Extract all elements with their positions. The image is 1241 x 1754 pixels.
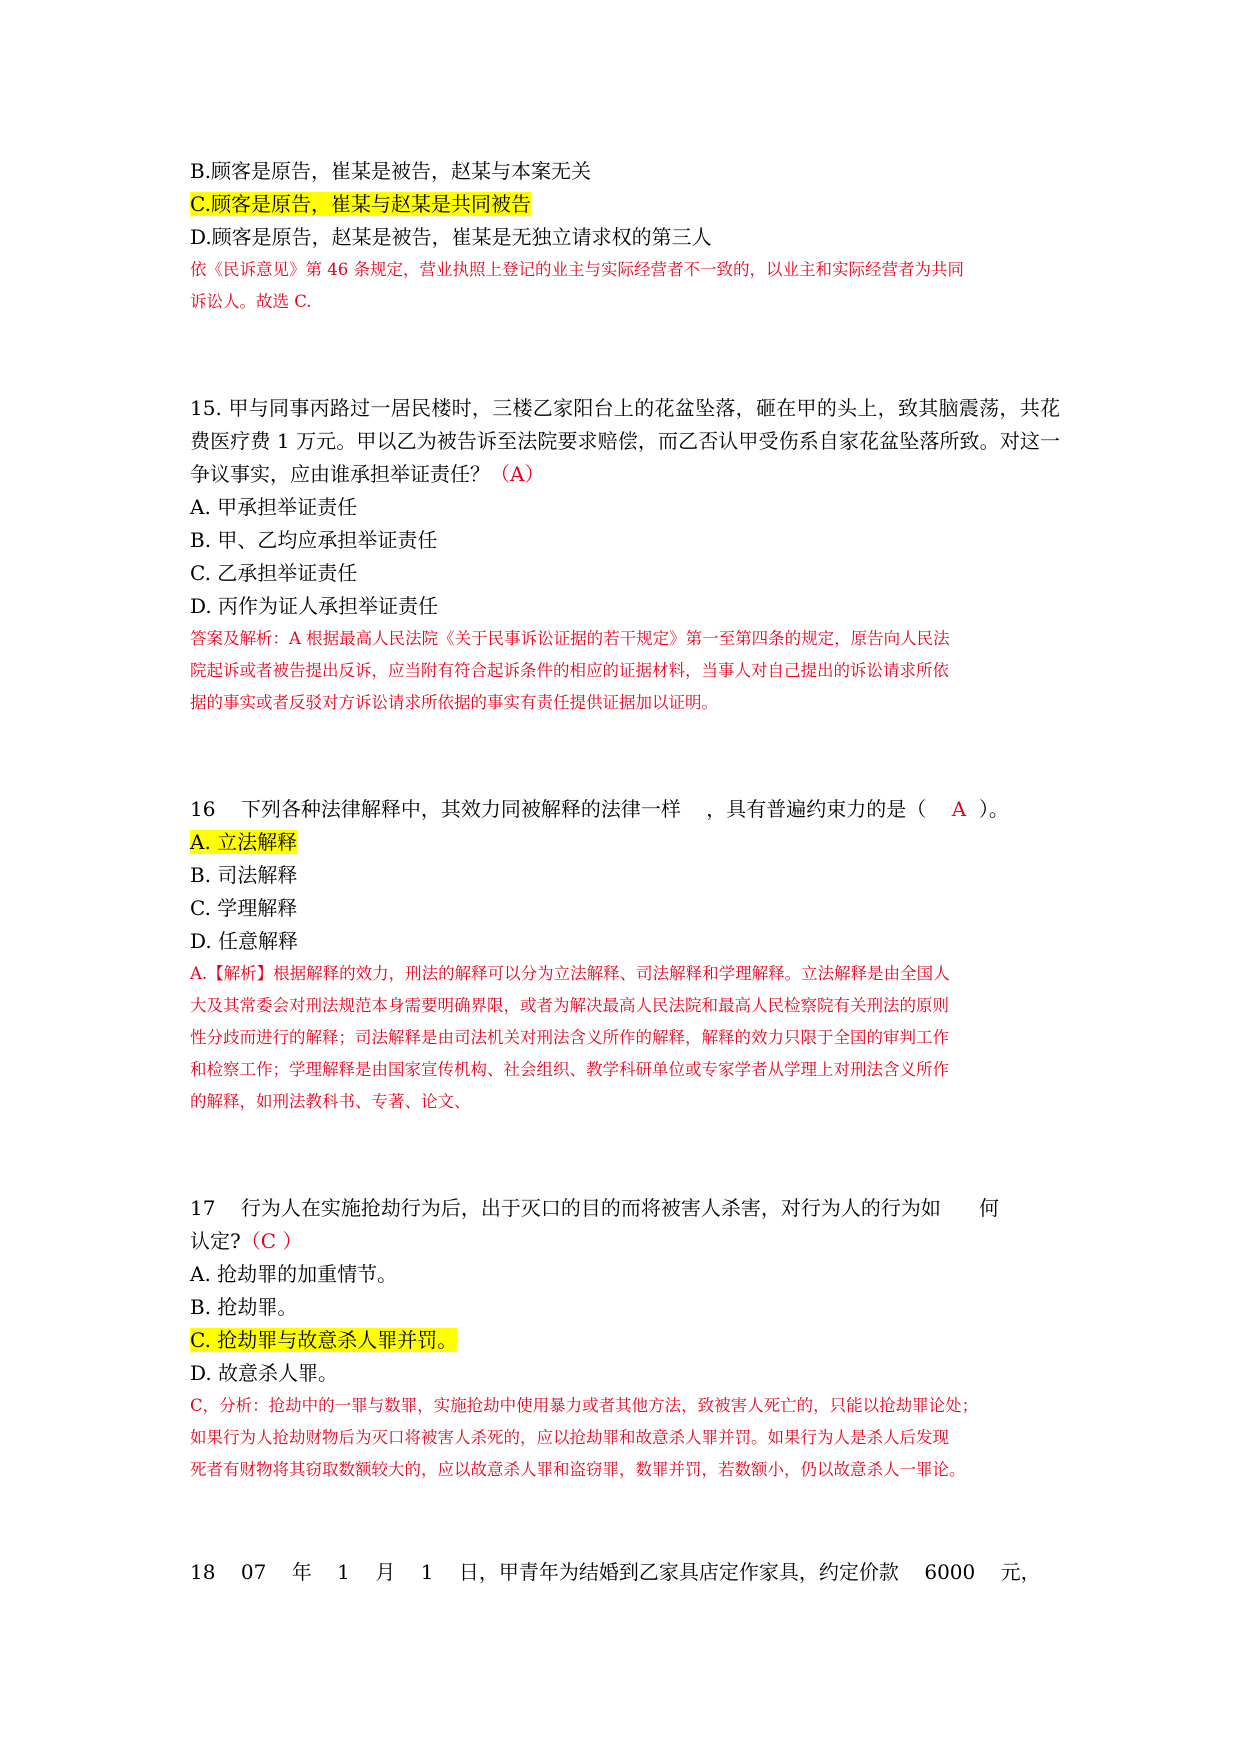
q15-answer-mark: （A） xyxy=(490,462,545,486)
q15-explanation: 答案及解析：A 根据最高人民法院《关于民事诉讼证据的若干规定》第一至第四条的规定，原告向人民法 院起诉或者被告提出反诉，应当附有符合起诉条件的相应的证据材料，当事人对自己提出的诉讼请求所依 据的事实或者反驳对方诉讼请求所依据的事实有责任提供证据加以证明。 xyxy=(190,629,950,712)
q16-explanation: A.【解析】根据解释的效力，刑法的解释可以分为立法解释、司法解释和学理解释。立法解释是由全国人 大及其常委会对刑法规范本身需要明确界限，或者为解决最高人民法院和最高人民检察院有关刑法的原则 性分歧而进行的解释；司法解释是由司法机关对刑法含义所作的解释，解释的效力只限于全国的审判工作 和检察工作；学理解释是由国家宣传机构、社会组织、教学科研单位或专家学者从学理上对刑法含义所作 的解释，如刑法教科书、专著、论文、 xyxy=(190,964,950,1111)
q17-question-line1: 17 行为人在实施抢劫行为后，出于灭口的目的而将被害人杀害，对行为人的行为如 何 xyxy=(190,1196,1000,1220)
q16-option-d: D. 任意解释 xyxy=(190,929,299,953)
question-18-block xyxy=(190,1556,1060,1589)
question-15-block xyxy=(190,392,1060,719)
spacer xyxy=(190,1486,1060,1556)
question-17-block xyxy=(190,1192,1060,1486)
q16-option-a xyxy=(190,826,1060,859)
q17-explanation: C，分析：抢劫中的一罪与数罪，实施抢劫中使用暴力或者其他方法，致被害人死亡的，只能以抢劫罪论处； 如果行为人抢劫财物后为灭口将被害人杀死的，应以抢劫罪和故意杀人罪并罚。如果行为人是杀人后发现 死者有财物将其窃取数额较大的，应以故意杀人罪和盗窃罪，数罪并罚，若数额小，仍以故意杀人一罪论。 xyxy=(190,1396,979,1479)
spacer xyxy=(190,719,1060,793)
spacer xyxy=(190,1118,1060,1192)
q17-option-d: D. 故意杀人罪。 xyxy=(190,1361,339,1385)
q16-answer-mark: A xyxy=(951,797,967,821)
spacer xyxy=(190,318,1060,392)
q14-option-d: D.顾客是原告，赵某是被告，崔某是无独立请求权的第三人 xyxy=(190,225,712,249)
q15-question: 15. 甲与同事丙路过一居民楼时，三楼乙家阳台上的花盆坠落，砸在甲的头上，致其脑震荡，共花费医疗费 1 万元。甲以乙为被告诉至法院要求赔偿，而乙否认甲受伤系自家花盆坠落所致。对这一争议事实，应由谁承担举证责任？（A） xyxy=(190,396,1060,486)
q18-question: 18 07 年 1 月 1 日，甲青年为结婚到乙家具店定作家具，约定价款 6000 元， xyxy=(190,1560,1041,1584)
question-16-block xyxy=(190,793,1060,1118)
highlighted-answer: A. 立法解释 xyxy=(190,830,298,854)
q16-option-c: C. 学理解释 xyxy=(190,896,298,920)
q15-option-c: C. 乙承担举证责任 xyxy=(190,561,358,585)
q16-option-b: B. 司法解释 xyxy=(190,863,298,887)
q17-option-a: A. 抢劫罪的加重情节。 xyxy=(190,1262,398,1286)
q15-option-d: D. 丙作为证人承担举证责任 xyxy=(190,594,439,618)
q16-question: 16 下列各种法律解释中，其效力同被解释的法律一样 ，具有普遍约束力的是（ A ）。 xyxy=(190,797,1009,821)
q17-question-line2: 认定?（C ） xyxy=(190,1229,303,1253)
page-content xyxy=(190,155,1060,1589)
question-14-block xyxy=(190,155,1060,318)
q17-answer-mark: （C ） xyxy=(240,1229,303,1253)
q15-option-b: B. 甲、乙均应承担举证责任 xyxy=(190,528,438,552)
highlighted-answer: C. 抢劫罪与故意杀人罪并罚。 xyxy=(190,1328,458,1352)
q14-option-b: B.顾客是原告，崔某是被告，赵某与本案无关 xyxy=(190,159,592,183)
q17-option-c xyxy=(190,1324,1060,1357)
highlighted-answer: C.顾客是原告，崔某与赵某是共同被告 xyxy=(190,192,531,216)
q14-option-c xyxy=(190,188,1060,221)
q15-option-a: A. 甲承担举证责任 xyxy=(190,495,358,519)
q17-option-b: B. 抢劫罪。 xyxy=(190,1295,298,1319)
q14-explanation: 依《民诉意见》第 46 条规定，营业执照上登记的业主与实际经营者不一致的，以业主和实际经营者为共同 诉讼人。故选 C. xyxy=(190,260,964,311)
